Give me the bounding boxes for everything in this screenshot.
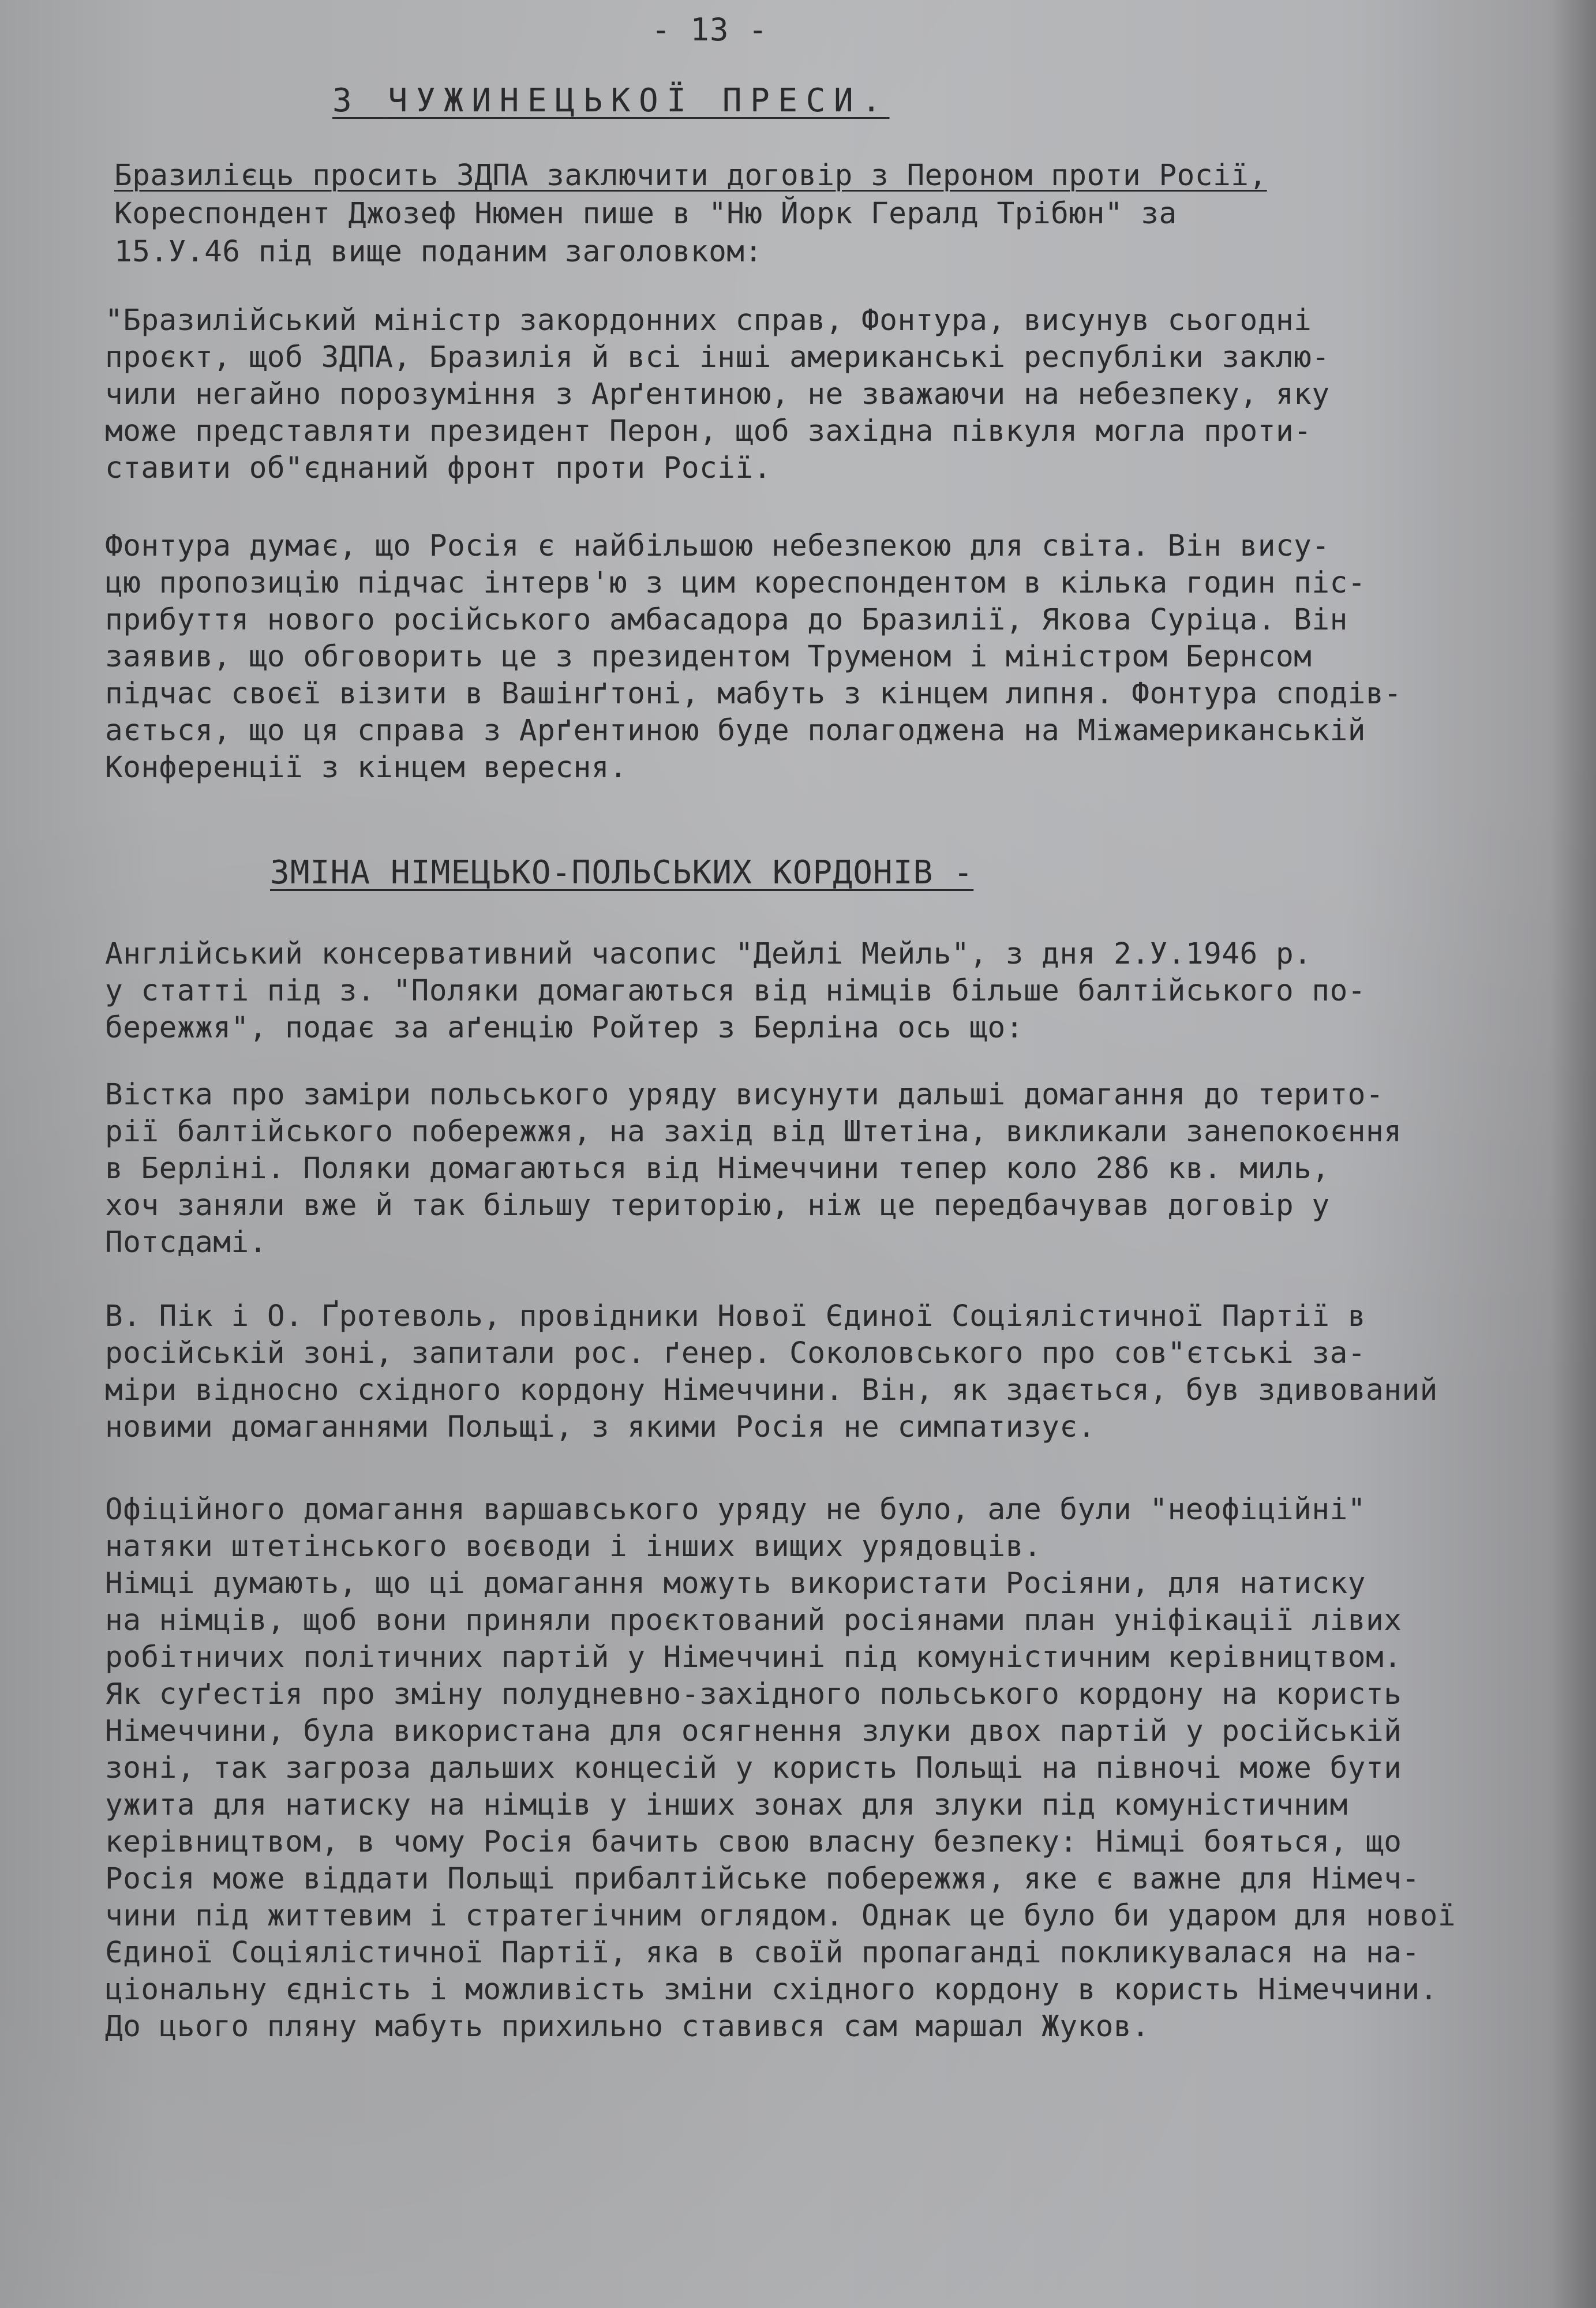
brazil-article-source: Кореспондент Джозеф Нюмен пише в "Ню Йорк Гералд Трібюн" за 15.У.46 під вище поданим заголовком: bbox=[114, 197, 1177, 269]
border-article-paragraph-3: Офіційного домагання варшавського уряду не було, але були "неофіційні" натяки штетінського воєводи і інших вищих урядовців. Німці думають, що ці домагання можуть використати Росіяни, для натиску на німців, щоб вони приняли проєктований росіянами план уніфікації лівих робітничих політичних партій у Німеччині під комуністичним керівництвом. Як суґестія про зміну полудневно-західного польського кордону на користь Німеччини, була використана для осягнення злуки двох партій у російській зоні, так загроза дальших концесій у користь Польщі на півночі може бути ужита для натиску на німців у інших зонах для злуки під комуністичним керівництвом, в чому Росія бачить свою власну безпеку: Німці бояться, що Росія може віддати Польщі прибалтійське побережжя, яке є важне для Німеч- чини під життевим і стратегічним оглядом. Однак це було би ударом для нової Єдиної Соціялістичної Партії, яка в своїй пропаганді покликувалася на на- ціональну єдність і можливість зміни східного кордону в користь Німеччини. До цього пляну мабуть прихильно ставився сам маршал Жуков. bbox=[105, 1493, 1456, 2044]
brazil-article-paragraph: Фонтура думає, що Росія є найбільшою небезпекою для світа. Він вису- цю пропозицію підчас інтерв'ю з цим кореспондентом в кілька годин піс- прибуття нового російського амбасадора до Бразилії, Якова Суріца. Він заявив, що обговорить це з президентом Труменом і міністром Бернсом підчас своєї візити в Вашінґтоні, мабуть з кінцем липня. Фонтура сподів- ається, що ця справа з Арґентиною буде полагоджена на Міжамериканській Конференції з кінцем вересня. bbox=[105, 529, 1402, 785]
page-number: - 13 - bbox=[651, 12, 768, 48]
section-title-foreign-press: З ЧУЖИНЕЦЬКОЇ ПРЕСИ. bbox=[332, 82, 890, 119]
brazil-article-quote: "Бразилійський міністр закордонних справ, Фонтура, висунув сьогодні проєкт, щоб ЗДПА, Бразилія й всі інші американські республіки заклю- чили негайно порозуміння з Арґентиною, не зважаючи на небезпеку, яку може представляти президент Перон, щоб західна півкуля могла проти- ставити об"єднаний фронт проти Росії. bbox=[105, 304, 1330, 485]
border-article-introduction: Англійський консервативний часопис "Дейлі Мейль", з дня 2.У.1946 р. у статті під з. "Поляки домагаються від німців більше балтійського по- бережжя", подає за аґенцію Ройтер з Берліна ось що: bbox=[105, 937, 1366, 1045]
border-article-quote: Вістка про заміри польського уряду висунути дальші домагання до терито- рії балтійського побережжя, на захід від Штетіна, викликали занепокоєння в Берліні. Поляки домагаються від Німеччини тепер коло 286 кв. миль, хоч заняли вже й так більшу територію, ніж це передбачував договір у Потсдамі. bbox=[105, 1078, 1402, 1260]
brazil-article-introduction bbox=[114, 157, 1470, 271]
border-article-paragraph-2: В. Пік і О. Ґротеволь, провідники Нової Єдиної Соціялістичної Партії в російській зоні, запитали рос. ґенер. Соколовського про сов"єтські за- міри відносно східного кордону Німеччини. Він, як здається, був здивований новими домаганнями Польщі, з якими Росія не симпатизує. bbox=[105, 1299, 1438, 1444]
page-edge-shadow bbox=[1550, 0, 1596, 2308]
brazil-article-headline: Бразилієць просить ЗДПА заключити договір з Пероном проти Росії, bbox=[114, 159, 1267, 193]
section-title-border-change: ЗМІНА НІМЕЦЬКО-ПОЛЬСЬКИХ КОРДОНІВ - bbox=[270, 854, 974, 891]
